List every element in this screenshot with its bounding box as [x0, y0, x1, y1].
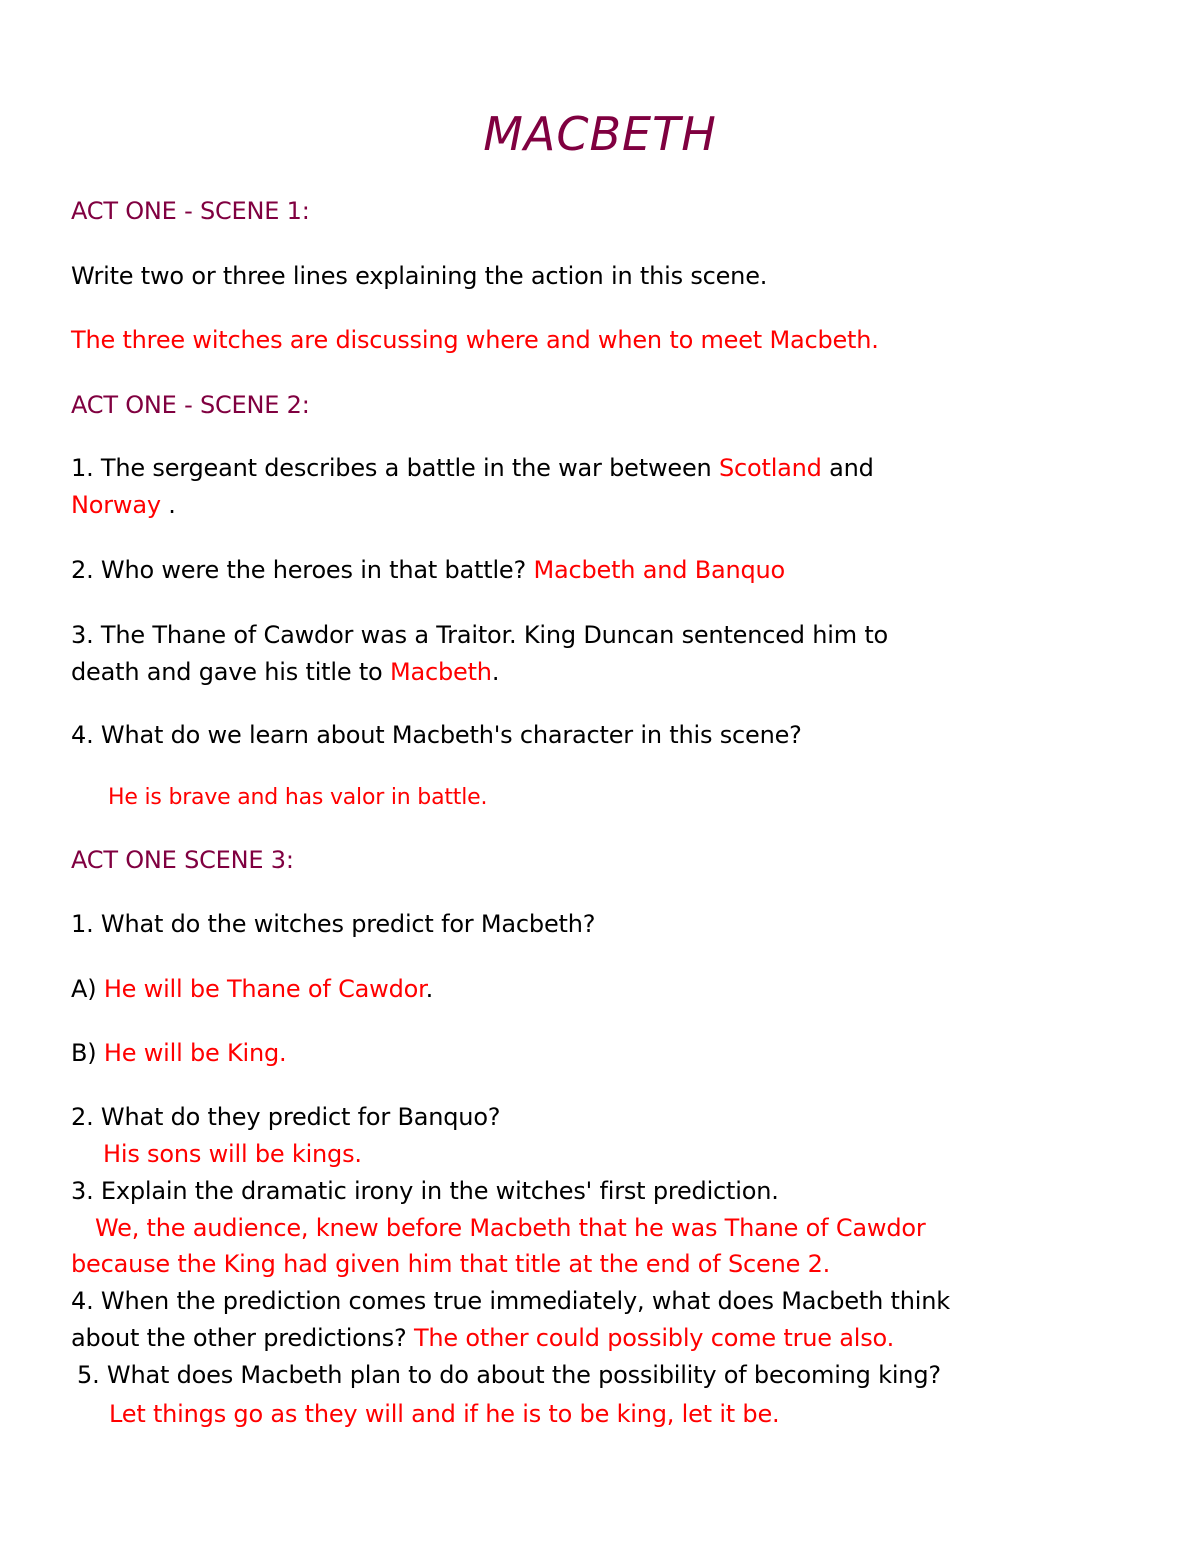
- scene2-q4: 4. What do we learn about Macbeth's character in this scene?: [71, 721, 802, 749]
- scene3-q5-answer: Let things go as they will and if he is to be king, let it be.: [109, 1400, 780, 1428]
- scene3-q4-line2: [71, 1320, 894, 1356]
- scene3-q4-answer: The other could possibly come true also.: [413, 1324, 895, 1352]
- scene3-q1-b: [71, 1035, 286, 1071]
- scene2-q1-line1: [71, 450, 874, 486]
- scene2-q2: [71, 552, 785, 588]
- scene1-answer: The three witches are discussing where and when to meet Macbeth.: [71, 326, 879, 354]
- scene3-q4-text: about the other predictions?: [71, 1324, 414, 1352]
- scene3-q3-answer-line2: because the King had given him that title at the end of Scene 2.: [71, 1250, 831, 1278]
- scene2-q1-end: .: [160, 491, 176, 519]
- scene2-q2-answer: Macbeth and Banquo: [533, 556, 786, 584]
- scene2-q1-answer-scotland: Scotland: [718, 454, 822, 482]
- scene2-q2-text: 2. Who were the heroes in that battle?: [71, 556, 534, 584]
- scene1-heading: ACT ONE - SCENE 1:: [71, 197, 310, 225]
- scene3-q2-answer: His sons will be kings.: [103, 1140, 362, 1168]
- scene2-q3-text: death and gave his title to: [71, 658, 390, 686]
- scene2-q3-end: .: [491, 658, 500, 686]
- scene3-q1-b-answer: He will be King.: [103, 1039, 287, 1067]
- scene3-heading: ACT ONE SCENE 3:: [71, 846, 294, 874]
- scene2-heading: ACT ONE - SCENE 2:: [71, 391, 310, 419]
- scene3-q2: 2. What do they predict for Banquo?: [71, 1103, 501, 1131]
- scene3-q1-a-end: .: [425, 975, 434, 1003]
- scene3-q1-a: [71, 971, 433, 1007]
- scene3-q4-line1: 4. When the prediction comes true immediately, what does Macbeth think: [71, 1287, 950, 1315]
- scene3-q1: 1. What do the witches predict for Macbeth?: [71, 910, 596, 938]
- scene3-q1-a-label: A): [71, 975, 104, 1003]
- scene2-q3-answer: Macbeth: [389, 658, 492, 686]
- scene3-q3-answer-line1: We, the audience, knew before Macbeth that he was Thane of Cawdor: [95, 1214, 926, 1242]
- scene3-q5: 5. What does Macbeth plan to do about the possibility of becoming king?: [77, 1361, 941, 1389]
- scene2-q4-answer: He is brave and has valor in battle.: [108, 785, 488, 810]
- scene3-q3: 3. Explain the dramatic irony in the witches' first prediction.: [71, 1177, 779, 1205]
- scene2-q1-and: and: [821, 454, 874, 482]
- scene1-prompt: Write two or three lines explaining the action in this scene.: [71, 262, 768, 290]
- page-title: MACBETH: [483, 107, 717, 161]
- scene3-q1-a-answer: He will be Thane of Cawdor: [103, 975, 426, 1003]
- scene3-q1-b-label: B): [71, 1039, 104, 1067]
- scene2-q1-answer-norway: Norway: [71, 491, 161, 519]
- scene2-q1-line2: [71, 487, 176, 523]
- scene2-q3-line2: [71, 654, 499, 690]
- scene2-q3-line1: 3. The Thane of Cawdor was a Traitor. King Duncan sentenced him to: [71, 621, 889, 649]
- scene2-q1-text: 1. The sergeant describes a battle in the war between: [71, 454, 719, 482]
